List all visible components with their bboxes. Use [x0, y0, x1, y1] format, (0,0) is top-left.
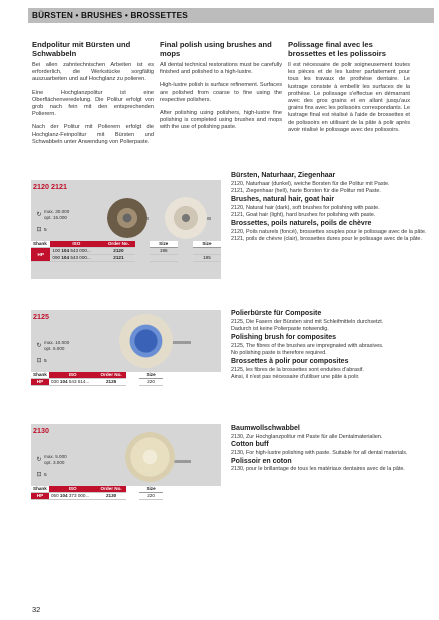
intro-paragraph: Nach der Politur mit Polierern erfolgt die Hochglanz-Feinpolitur mit Bürsten und Schwabbeln unter Anwendung von Polierpaste. — [32, 124, 154, 145]
pack-info — [36, 358, 47, 364]
product-code: 2130 — [33, 426, 49, 435]
col-order: Order No. — [96, 486, 125, 493]
shank-hp: HP — [31, 493, 49, 500]
description-heading-de: Polierbürste für Composite — [231, 310, 322, 317]
order-table — [31, 372, 221, 386]
order-table — [31, 486, 221, 500]
col-size: Size — [139, 486, 164, 493]
order-table — [31, 241, 221, 262]
pack-quantity: 5 — [44, 472, 47, 478]
speed-max: max. 30.000 — [44, 209, 70, 214]
order-number: 2120 — [102, 248, 134, 255]
intro-column-fr — [288, 40, 410, 140]
intro-title-en: Final polish using brushes and mops — [160, 40, 272, 58]
description-heading-fr: Polissoir en coton — [231, 457, 292, 465]
product-code: 2120 2121 — [33, 182, 67, 191]
col-size: Size — [150, 241, 178, 248]
product-image-panel — [31, 180, 221, 279]
col-iso: ISO — [49, 372, 96, 379]
speed-specs — [36, 340, 69, 352]
rpm-icon: ↻ — [36, 457, 42, 463]
intro-paragraph: All dental technical restorations must be carefully finished and polished to a high-lustre. — [160, 62, 282, 76]
speed-max: max. 10.000 — [44, 340, 70, 345]
col-iso: ISO — [50, 241, 102, 248]
intro-paragraph: Bei allen zahntechnischen Arbeiten ist es erforderlich, die Werkstücke sorgfältig auszuarbeiten und auf Hochglanz zu polieren. — [32, 62, 154, 83]
order-number: 2125 — [96, 379, 125, 386]
shank-hp: HP — [31, 379, 49, 386]
col-shank: Shank — [31, 241, 50, 248]
product-image-panel — [31, 310, 221, 372]
intro-paragraph: Il est nécessaire de polir soigneusement toutes les pièces et de les lustrer parfaitement pour tous les travaux de prothèse dentaire. Le lustrage consiste à embellir les surfaces de la prothèse. Le polissage s'effectue en démarrant avec des gros grains et en allant jusqu'aux grains fins avec les polissoirs correspondants. Le lustrage final est réalisé à l'aide de brossettes et de polissoirs en utilisant de la pâte à polir après avoir réalisé le polissage avec des polissoirs. — [288, 62, 410, 133]
rpm-icon: ↻ — [36, 343, 42, 349]
col-size: Size — [193, 241, 221, 248]
rpm-icon: ↻ — [36, 212, 42, 218]
pack-quantity: 5 — [44, 358, 47, 364]
section-header: BÜRSTEN • BRUSHES • BROSSETTES — [28, 8, 434, 23]
cotton-buff — [125, 432, 175, 482]
speed-opt: opt. 6.000 — [44, 346, 65, 351]
intro-paragraph: High-lustre polish is surface refinement. Surfaces are polished from coarse to fine using the respective polishers. — [160, 82, 282, 103]
description-heading-de: Baumwollschwabbel — [231, 425, 300, 432]
product-description: Baumwollschwabbel 2130, Zur Hochglanzpolitur mit Paste für alle Dentalmaterialien. Cotton buff 2130, For high-lustre polishing with paste. Suitable for all dental materials. Polissoir en coton 2130, pour le brillantage de tous les matériaux dentaires avec de la pâte. — [231, 425, 431, 474]
intro-paragraph: After polishing using polishers, high-lustre fine polishing is completed using brushes and mops with the use of polishing paste. — [160, 110, 282, 131]
table-row: HP 100 104 543 000... 2120 195 — [31, 248, 221, 255]
speed-max: max. 5.000 — [44, 454, 67, 459]
description-heading-de: Bürsten, Naturhaar, Ziegenhaar — [231, 172, 336, 179]
col-shank: Shank — [31, 372, 49, 379]
pack-info — [36, 227, 47, 233]
table-row: 090 104 543 000... 2121 195 — [31, 255, 221, 262]
order-number: 2130 — [96, 493, 125, 500]
natural-hair-brush — [107, 198, 147, 238]
table-row: HP 030 104 543 514... 2125 220 — [31, 379, 221, 386]
goat-hair-brush — [165, 197, 207, 239]
order-number: 2121 — [102, 255, 134, 262]
product-description: Polierbürste für Composite 2125, Die Fasern der Bürsten sind mit Schleifmitteln durchsetzt. Dadurch ist keine Polierpaste notwendig. Polishing brush for composites 2125, The fibres of the brushes are impregnated with abrasives. No polishing paste is therefore required. Brossettes à polir pour composites 2125, les fibres de la brossettes sont enduites d'abrasif. Ainsi, il n'est pas nécessaire d'utiliser une pâte à polir. — [231, 310, 431, 382]
pack-info — [36, 472, 47, 478]
table-row: HP 050 104 373 000... 2130 220 — [31, 493, 221, 500]
description-heading-fr: Brossettes à polir pour composites — [231, 358, 349, 366]
intro-column-en — [160, 40, 282, 138]
pack-quantity: 5 — [44, 227, 47, 233]
package-icon: ⊡ — [36, 358, 42, 364]
description-heading-en: Cotton buff — [231, 441, 269, 449]
speed-specs — [36, 209, 69, 221]
col-shank: Shank — [31, 486, 49, 493]
col-iso: ISO — [49, 486, 96, 493]
col-order: Order No. — [102, 241, 134, 248]
description-heading-en: Polishing brush for composites — [231, 334, 337, 342]
speed-specs — [36, 454, 67, 466]
product-code: 2125 — [33, 312, 49, 321]
shank-hp: HP — [31, 248, 50, 262]
intro-column-de — [32, 40, 154, 152]
intro-paragraph: Eine Hochglanzpolitur ist eine Oberflächenveredelung. Die Politur erfolgt von grob nach fein mit den entsprechenden Polierern. — [32, 89, 154, 118]
col-order: Order No. — [96, 372, 125, 379]
page-number: 32 — [32, 605, 41, 614]
package-icon: ⊡ — [36, 227, 42, 233]
description-heading-en: Brushes, natural hair, goat hair — [231, 196, 335, 204]
package-icon: ⊡ — [36, 472, 42, 478]
product-image-panel — [31, 424, 221, 486]
intro-title-fr: Polissage final avec les brossettes et les polissoirs — [288, 40, 386, 58]
composite-brush — [119, 314, 173, 368]
product-description: Bürsten, Naturhaar, Ziegenhaar 2120, Naturhaar (dunkel), weiche Borsten für die Politur mit Paste. 2121, Ziegenhaar (hell), harte Borsten für die Politur mit Paste. Brushes, natural hair, goat hair 2120, Natural hair (dark), soft brushes for polishing with paste. 2121, Goat hair (light), hard brushes for polishing with paste. Brossettes, poils naturels, poils de chèvre 2120, Poils naturels (foncé), brossettes souples pour le polissage avec de la pâte. 2121, poils de chèvre (clair), brossettes dures pour le polissage avec de la pâte. — [231, 172, 431, 244]
description-heading-fr: Brossettes, poils naturels, poils de chèvre — [231, 220, 372, 228]
col-size: Size — [139, 372, 164, 379]
speed-opt: opt. 3.000 — [44, 460, 65, 465]
intro-title-de: Endpolitur mit Bürsten und Schwabbeln — [32, 40, 131, 58]
speed-opt: opt. 15.000 — [44, 215, 67, 220]
